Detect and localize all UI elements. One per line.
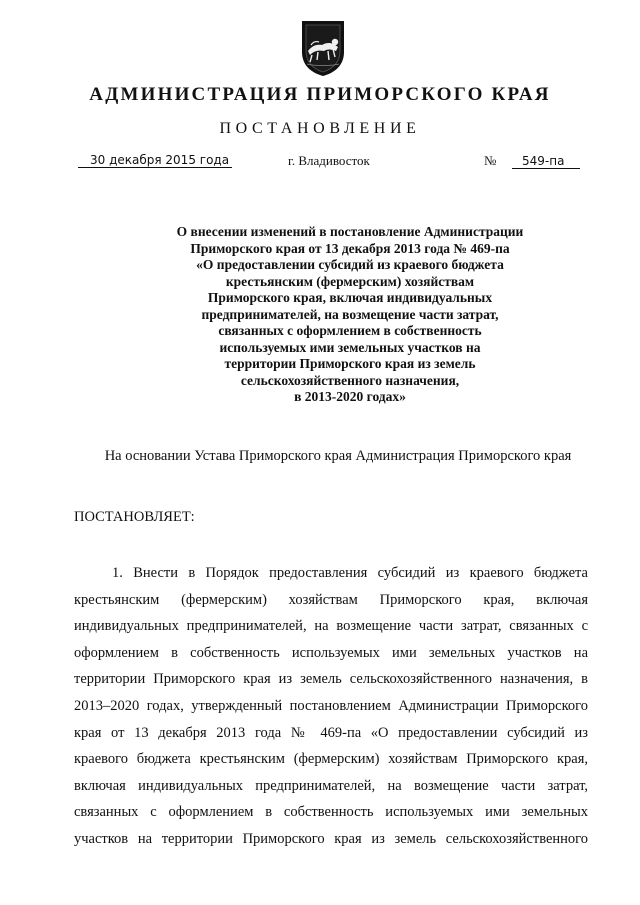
- document-city: г. Владивосток: [288, 153, 370, 168]
- title-line: территории Приморского края из земель: [224, 356, 476, 371]
- organization-name: АДМИНИСТРАЦИЯ ПРИМОРСКОГО КРАЯ: [89, 84, 551, 105]
- paragraph-line: оформлением в собственность используемых ими земельных участков на: [74, 644, 588, 661]
- paragraph-line: территории Приморского края из земель сельскохозяйственного назначения, в: [74, 671, 588, 688]
- paragraph-line: 2013–2020 годах, утвержденный постановлением Администрации Приморского: [74, 697, 588, 714]
- title-line: в 2013-2020 годах»: [294, 389, 406, 404]
- title-line: предпринимателей, на возмещение части затрат,: [201, 306, 499, 322]
- title-line: Приморского края от 13 декабря 2013 года № 469-па: [190, 240, 510, 256]
- resolves-heading: ПОСТАНОВЛЯЕТ:: [74, 509, 195, 525]
- paragraph-line: края от 13 декабря 2013 года № 469-па «О предоставлении субсидий из: [74, 724, 588, 741]
- title-line: связанных с оформлением в собственность: [218, 323, 482, 338]
- document-date: 30 декабря 2015 года: [78, 153, 232, 168]
- paragraph-line: связанных с оформлением в собственность используемых ими земельных: [74, 804, 588, 821]
- title-line: сельскохозяйственного назначения,: [240, 372, 460, 388]
- paragraph-line: участков на территории Приморского края из земель сельскохозяйственного: [74, 830, 588, 847]
- title-line: Приморского края, включая индивидуальных: [207, 290, 493, 305]
- title-line: «О предоставлении субсидий из краевого бюджета: [196, 257, 504, 272]
- document-title: [140, 224, 560, 406]
- title-line: О внесении изменений в постановление Администрации: [176, 224, 524, 239]
- number-prefix: №: [484, 153, 497, 168]
- title-line: используемых ими земельных участков на: [219, 339, 481, 355]
- paragraph-line: индивидуальных предпринимателей, на возмещение части затрат, связанных с: [74, 618, 588, 635]
- paragraph-line: краевого бюджета крестьянским (фермерским) хозяйствам Приморского края,: [74, 751, 588, 768]
- paragraph-line: 1. Внести в Порядок предоставления субсидий из краевого бюджета: [112, 565, 588, 581]
- basis-text: На основании Устава Приморского края Администрация Приморского края: [104, 448, 572, 464]
- document-number: [484, 153, 582, 169]
- coat-of-arms-emblem: [298, 18, 348, 78]
- paragraph-line: включая индивидуальных предпринимателей, на возмещение части затрат,: [74, 777, 588, 794]
- document-kind: ПОСТАНОВЛЕНИЕ: [219, 120, 421, 137]
- paragraph-1: [74, 560, 588, 853]
- paragraph-line: крестьянским (фермерским) хозяйствам Приморского края, включая: [74, 591, 588, 608]
- title-line: крестьянским (фермерским) хозяйствам: [225, 273, 475, 289]
- number-value: 549-па: [512, 154, 580, 169]
